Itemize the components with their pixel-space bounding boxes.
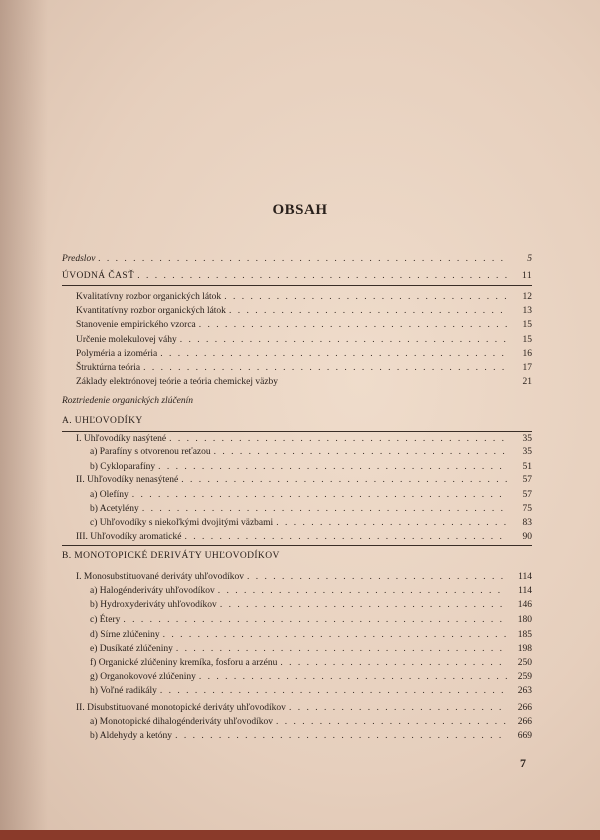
dot-leader [224,291,507,303]
dot-leader [123,614,507,626]
toc-entry [90,614,532,626]
toc-entry-intro [62,270,532,282]
toc-entry [90,629,532,641]
toc-label: a) Monotopické dihalogénderiváty uhľovodíkov [90,717,274,727]
dot-leader [199,319,507,331]
toc-label: b) Aldehydy a ketóny [90,731,173,741]
toc-entry [76,376,532,388]
dot-leader [181,474,507,486]
toc-entry [90,503,532,515]
dot-leader [184,531,507,543]
toc-entry [90,643,532,655]
toc-entry [90,599,532,611]
dot-leader [289,702,507,714]
toc-page: 263 [517,686,532,696]
toc-label: Polyméria a izoméria [76,349,158,359]
toc-page: 35 [522,434,532,444]
toc-entry [76,348,532,360]
toc-page: 51 [522,462,532,472]
toc-label: I. Monosubstituované deriváty uhľovodíkov [76,572,244,582]
toc-label: f) Organické zlúčeniny kremíka, fosforu a arzénu [90,658,278,668]
toc-entry [90,461,532,473]
divider [62,545,532,546]
divider [62,431,532,432]
classification-heading: Roztriedenie organických zlúčenín [62,396,194,406]
dot-leader [98,253,507,265]
toc-label: I. Uhľovodíky nasýtené [76,434,167,444]
toc-page: 114 [518,572,532,582]
toc-entry [76,474,532,486]
toc-page: 16 [522,349,532,359]
dot-leader [143,362,507,374]
toc-label: II. Uhľovodíky nenasýtené [76,475,179,485]
page-title: OBSAH [272,202,328,218]
divider [62,285,532,286]
toc-entry [76,334,532,346]
toc-page: 12 [522,292,532,302]
dot-leader [176,643,507,655]
toc-label: a) Olefíny [90,490,129,500]
toc-label: g) Organokovové zlúčeniny [90,672,196,682]
toc-entry-preface [62,253,532,265]
toc-entry [90,657,532,669]
dot-leader [280,657,507,669]
toc-label: a) Halogénderiváty uhľovodíkov [90,586,215,596]
dot-leader [160,348,507,360]
toc-label: c) Uhľovodíky s niekoľkými dvojitými väzbami [90,518,274,528]
toc-label: a) Parafíny s otvorenou reťazou [90,447,211,457]
toc-page: 146 [517,600,532,610]
dot-leader [137,270,507,282]
dot-leader [175,730,507,742]
toc-label: Základy elektrónovej teórie a teória chemickej väzby [76,377,279,387]
toc-page: 11 [522,271,532,281]
toc-page: 185 [517,630,532,640]
dot-leader [142,503,507,515]
toc-label: Určenie molekulovej váhy [76,335,177,345]
toc-label: b) Cykloparafíny [90,462,156,472]
toc-entry [76,571,532,583]
toc-page: 57 [522,475,532,485]
toc-entry [76,291,532,303]
toc-label: b) Hydroxyderiváty uhľovodíkov [90,600,217,610]
dot-leader [158,461,507,473]
toc-page: 180 [517,615,532,625]
toc-entry [90,730,532,742]
toc-label: Kvantitatívny rozbor organických látok [76,306,226,316]
toc-label: d) Sírne zlúčeniny [90,630,160,640]
toc-entry [90,489,532,501]
dot-leader [229,305,507,317]
toc-page: 57 [522,490,532,500]
toc-entry [76,531,532,543]
dot-leader [199,671,507,683]
dot-leader [276,517,507,529]
toc-entry [90,585,532,597]
toc-page: 266 [517,717,532,727]
toc-page: 15 [522,320,532,330]
dot-leader [132,489,507,501]
toc-page: 21 [522,377,532,387]
toc-page: 266 [517,703,532,713]
dot-leader [214,446,507,458]
dot-leader [220,599,507,611]
toc-page: 90 [522,532,532,542]
toc-page: 198 [517,644,532,654]
dot-leader [160,685,507,697]
toc-entry [90,685,532,697]
background-strip [0,830,600,840]
toc-page: 15 [522,335,532,345]
toc-entry [90,716,532,728]
toc-entry [90,446,532,458]
section-b-heading: B. MONOTOPICKÉ DERIVÁTY UHĽOVODÍKOV [62,551,280,561]
toc-label: ÚVODNÁ ČASŤ [62,271,135,281]
toc-page: 114 [518,586,532,596]
section-a-heading: A. UHĽOVODÍKY [62,416,143,426]
toc-label: b) Acetylény [90,504,139,514]
toc-label: c) Étery [90,615,121,625]
page-number: 7 [520,756,526,770]
toc-entry [76,319,532,331]
toc-page: 250 [517,658,532,668]
dot-leader [180,334,507,346]
toc-page: 35 [522,447,532,457]
toc-page: 259 [517,672,532,682]
dot-leader [163,629,507,641]
toc-entry [90,671,532,683]
dot-leader [169,433,507,445]
dot-leader [276,716,507,728]
toc-page: 5 [527,254,532,264]
toc-entry [90,517,532,529]
dot-leader [247,571,507,583]
toc-label: Stanovenie empirického vzorca [76,320,196,330]
toc-entry [76,702,532,714]
toc-label: Predslov [62,254,96,264]
toc-label: III. Uhľovodíky aromatické [76,532,182,542]
toc-page: 669 [517,731,532,741]
toc-label: h) Voľné radikály [90,686,157,696]
toc-entry [76,305,532,317]
toc-page: 13 [522,306,532,316]
dot-leader [218,585,507,597]
toc-label: e) Dusíkaté zlúčeniny [90,644,173,654]
toc-label: Štruktúrna teória [76,363,141,373]
toc-entry [76,362,532,374]
toc-page: 83 [522,518,532,528]
toc-page: 17 [522,363,532,373]
toc-entry [76,433,532,445]
toc-page: 75 [522,504,532,514]
toc-label: Kvalitatívny rozbor organických látok [76,292,222,302]
toc-label: II. Disubstituované monotopické deriváty uhľovodíkov [76,703,286,713]
